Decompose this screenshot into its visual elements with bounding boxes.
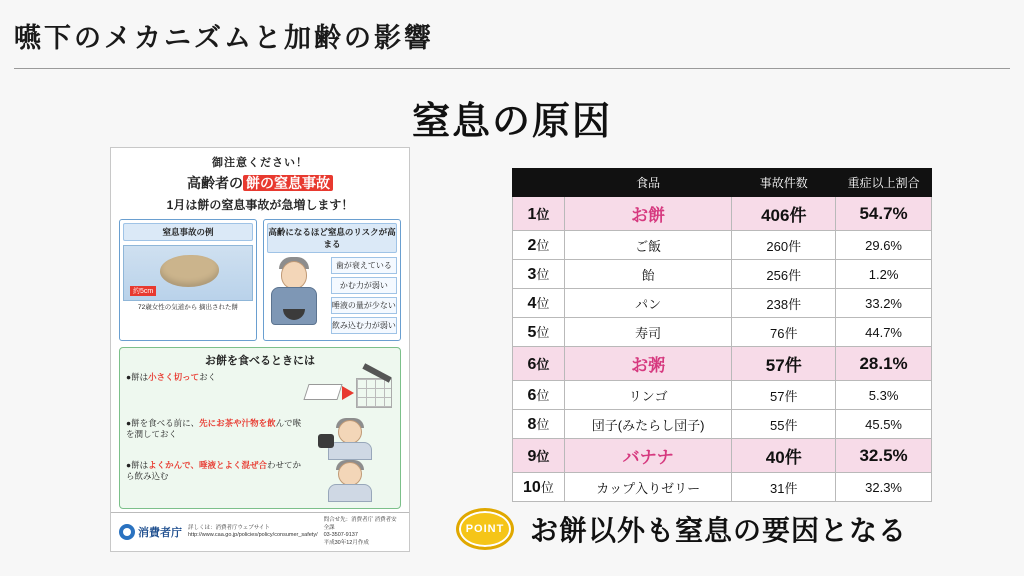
poster-advice-title: お餅を食べるときには — [205, 355, 315, 367]
rank-number: 4 — [527, 295, 537, 312]
cell-count: 57件 — [732, 347, 836, 381]
table-header-row — [513, 169, 932, 197]
column-header-food: 食品 — [564, 169, 732, 197]
rank-suffix: 位 — [536, 448, 550, 464]
advice-line — [126, 418, 308, 441]
rank-suffix: 位 — [536, 206, 550, 222]
rank-suffix: 位 — [536, 325, 550, 340]
advice-post: わせてから飲み込む — [126, 460, 301, 482]
poster-subject-line — [115, 173, 405, 193]
accident-table — [512, 168, 932, 502]
person-head — [338, 420, 362, 444]
cell-food: 団子(みたらし団子) — [564, 410, 732, 439]
cell-count: 31件 — [732, 473, 836, 502]
accident-table-wrapper — [512, 168, 932, 502]
chewing-person-illustration-icon — [314, 460, 394, 502]
consumer-agency-logo — [119, 524, 182, 540]
column-header-count: 事故件数 — [732, 169, 836, 197]
cell-count: 406件 — [732, 197, 836, 231]
table-header — [513, 169, 932, 197]
cell-count: 256件 — [732, 260, 836, 289]
rank-number: 1 — [527, 205, 537, 223]
mochi-photo — [123, 245, 253, 301]
cell-severity: 5.3% — [836, 381, 932, 410]
poster-heading — [111, 148, 409, 215]
person-head — [338, 462, 362, 486]
agency-name: 消費者庁 — [138, 527, 182, 540]
page-title: 嚥下のメカニズムと加齢の影響 — [14, 23, 434, 53]
advice-red: 先にお茶や汁物を飲 — [199, 418, 276, 428]
mochi-block — [303, 384, 342, 400]
cell-food: 飴 — [564, 260, 732, 289]
advice-row-3 — [126, 460, 394, 502]
cell-food: お餅 — [564, 197, 732, 231]
poster-two-columns — [111, 215, 409, 341]
advice-text-1 — [126, 372, 296, 387]
cell-food: ご飯 — [564, 231, 732, 260]
cell-count: 55件 — [732, 410, 836, 439]
point-badge: POINT — [456, 508, 514, 550]
cell-severity: 28.1% — [836, 347, 932, 381]
cell-rank — [513, 289, 565, 318]
risk-item: 飲み込む力が弱い — [331, 317, 397, 334]
cell-food: バナナ — [564, 439, 732, 473]
cell-rank — [513, 381, 565, 410]
rank-number: 5 — [527, 324, 537, 341]
cell-severity: 1.2% — [836, 260, 932, 289]
poster-subject-pre: 高齢者の — [187, 175, 243, 191]
cell-severity: 29.6% — [836, 231, 932, 260]
poster-example-title: 窒息事故の例 — [123, 223, 253, 241]
rank-suffix: 位 — [536, 238, 550, 253]
rank-suffix: 位 — [540, 480, 554, 495]
mochi-shape-icon — [160, 255, 219, 287]
poster-risk-title: 高齢になるほど窒息のリスクが高まる — [267, 223, 397, 253]
person-body — [328, 442, 372, 460]
risk-item: 唾液の量が少ない — [331, 297, 397, 314]
table-row — [513, 197, 932, 231]
rank-number: 6 — [527, 355, 537, 373]
cell-severity: 44.7% — [836, 318, 932, 347]
poster-photo-caption: 72歳女性の気道から 摘出された餅 — [137, 304, 239, 311]
poster-advice-box — [119, 347, 401, 509]
advice-post: んで喉を潤しておく — [126, 418, 302, 440]
main-title: 窒息の原因 — [411, 101, 612, 143]
advice-red: よくかんで、唾液とよく混ぜ合 — [148, 460, 267, 470]
rank-suffix: 位 — [536, 388, 550, 403]
rank-number: 3 — [527, 266, 537, 283]
poster-footer — [111, 512, 409, 551]
cell-rank — [513, 347, 565, 381]
poster-caution-line: 御注意ください！ — [212, 157, 308, 169]
cell-rank — [513, 473, 565, 502]
column-header-rank — [513, 169, 565, 197]
advice-line — [126, 460, 308, 483]
advice-row-2 — [126, 418, 394, 460]
poster-risk-box — [263, 219, 401, 341]
cell-rank — [513, 231, 565, 260]
poster-image — [110, 147, 410, 552]
poster-footer-notes — [188, 525, 318, 540]
cell-rank — [513, 260, 565, 289]
poster-risk-list — [331, 257, 397, 337]
cell-count: 40件 — [732, 439, 836, 473]
cell-severity: 32.3% — [836, 473, 932, 502]
footer-note: 詳しくは：消費者庁ウェブサイト — [188, 524, 270, 531]
table-row — [513, 439, 932, 473]
person-body — [328, 484, 372, 502]
rank-suffix: 位 — [536, 296, 550, 311]
footer-note: 問合せ先：消費者庁 消費者安全課 — [323, 517, 397, 531]
poster-example-box — [119, 219, 257, 341]
cut-pieces — [356, 378, 392, 408]
risk-item: かむ力が弱い — [331, 277, 397, 294]
advice-text-3 — [126, 460, 308, 487]
table-body — [513, 197, 932, 502]
table-row — [513, 318, 932, 347]
cell-severity: 45.5% — [836, 410, 932, 439]
cell-count: 76件 — [732, 318, 836, 347]
rank-number: 10 — [523, 479, 541, 496]
rank-suffix: 位 — [536, 356, 550, 372]
point-text: お餅以外も窒息の要因となる — [530, 515, 908, 546]
cup-icon — [318, 434, 334, 448]
cell-severity: 32.5% — [836, 439, 932, 473]
cell-food: リンゴ — [564, 381, 732, 410]
table-row — [513, 289, 932, 318]
cell-rank — [513, 318, 565, 347]
poster-alert-line: 1月は餅の窒息事故が急増します！ — [166, 198, 354, 212]
poster-subject-highlight: 餅の窒息事故 — [243, 175, 333, 191]
point-callout — [456, 508, 907, 550]
person-head — [281, 261, 307, 289]
cell-food: お粥 — [564, 347, 732, 381]
cell-count: 57件 — [732, 381, 836, 410]
cell-severity: 33.2% — [836, 289, 932, 318]
footer-note: 平成30年12月作成 — [323, 539, 369, 546]
rank-number: 8 — [527, 416, 537, 433]
scale-label: 約5cm — [130, 286, 156, 296]
cell-rank — [513, 410, 565, 439]
advice-red: 小さく切って — [148, 372, 200, 382]
advice-pre: ●餅を食べる前に、 — [126, 418, 200, 428]
table-row — [513, 260, 932, 289]
table-row — [513, 231, 932, 260]
poster-footer-contact — [324, 517, 401, 547]
cell-count: 238件 — [732, 289, 836, 318]
poster-risk-content — [267, 257, 397, 337]
advice-post: おく — [199, 372, 217, 382]
risk-item: 歯が衰えている — [331, 257, 397, 274]
elderly-person-illustration-icon — [267, 257, 327, 337]
advice-text-2 — [126, 418, 308, 445]
rank-number: 9 — [527, 447, 537, 465]
advice-pre: ●餅は — [126, 460, 149, 470]
cut-mochi-illustration-icon — [302, 372, 394, 418]
rank-number: 2 — [527, 237, 537, 254]
rank-suffix: 位 — [536, 267, 550, 282]
cell-rank — [513, 197, 565, 231]
cell-rank — [513, 439, 565, 473]
cell-food: カップ入りゼリー — [564, 473, 732, 502]
table-row — [513, 347, 932, 381]
cell-food: 寿司 — [564, 318, 732, 347]
agency-mark-icon — [119, 524, 135, 540]
arrow-right-icon — [342, 386, 354, 400]
rank-suffix: 位 — [536, 417, 550, 432]
rank-number: 6 — [527, 387, 537, 404]
advice-pre: ●餅は — [126, 372, 149, 382]
table-row — [513, 381, 932, 410]
slide-header — [0, 0, 1024, 55]
cell-food: パン — [564, 289, 732, 318]
cell-severity: 54.7% — [836, 197, 932, 231]
footer-note: http://www.caa.go.jp/policies/policy/consumer_safety/ — [188, 532, 318, 539]
table-row — [513, 473, 932, 502]
column-header-severity: 重症以上割合 — [836, 169, 932, 197]
table-row — [513, 410, 932, 439]
header-divider — [14, 68, 1010, 69]
footer-note: 03-3507-9137 — [323, 532, 358, 539]
advice-line — [126, 372, 296, 383]
cell-count: 260件 — [732, 231, 836, 260]
advice-row-1 — [126, 372, 394, 418]
drinking-person-illustration-icon — [314, 418, 394, 460]
